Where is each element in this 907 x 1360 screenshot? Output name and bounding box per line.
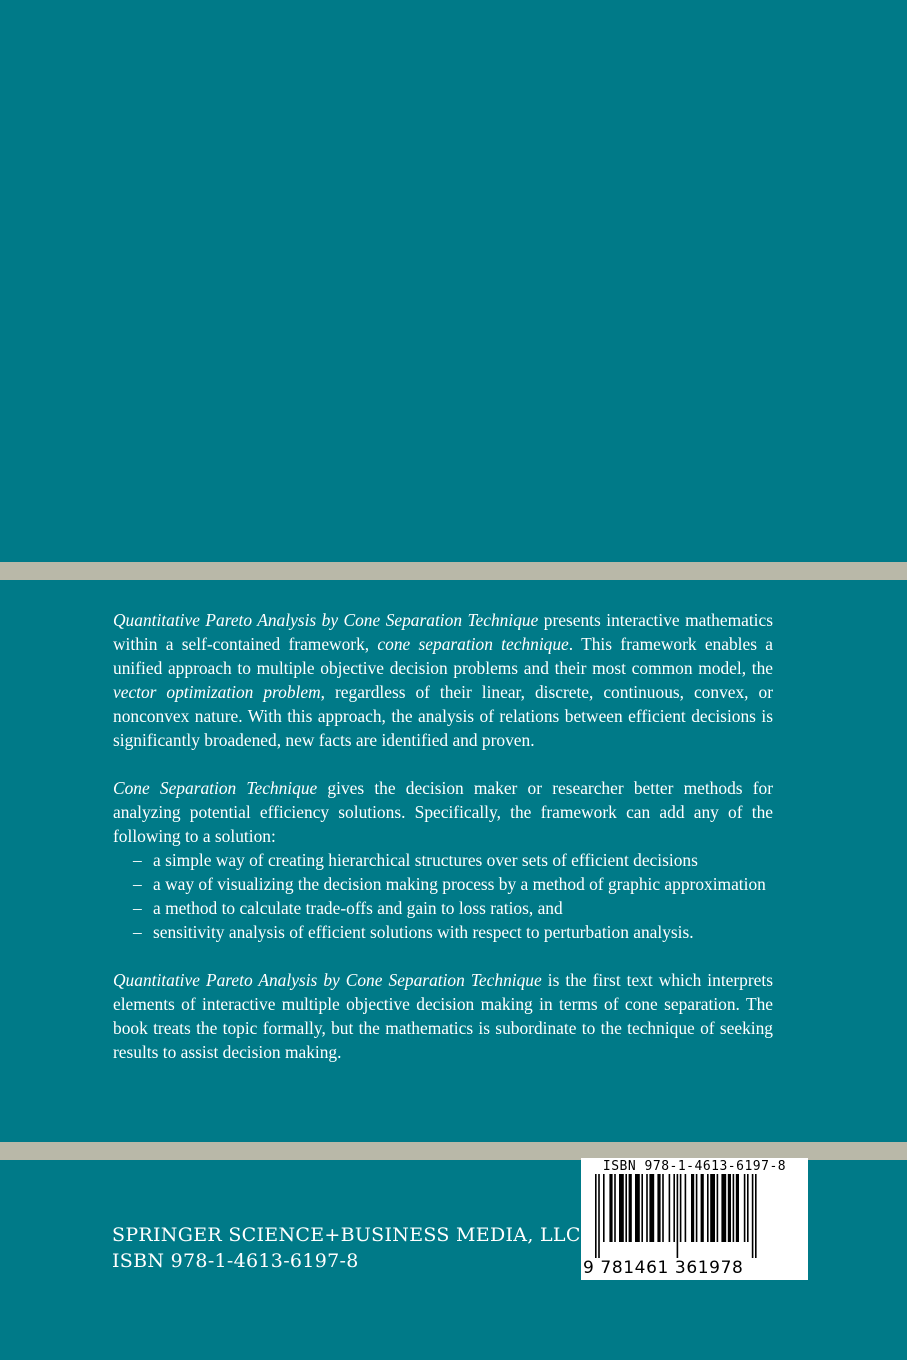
barcode-bar	[629, 1174, 632, 1242]
top-divider-band	[0, 562, 907, 580]
barcode-bar	[641, 1174, 643, 1242]
barcode-bar	[657, 1174, 660, 1242]
barcode-bar	[680, 1174, 682, 1242]
list-item: – sensitivity analysis of efficient solutions with respect to perturbation analysis.	[133, 920, 773, 944]
blurb-paragraph-2: Cone Separation Technique gives the decision maker or researcher better methods for analyzing potential efficiency solutions. Specifically, the framework can add any of the following to a solution:	[113, 778, 773, 846]
barcode-bar	[752, 1174, 754, 1258]
blurb-paragraph-1: Quantitative Pareto Analysis by Cone Separation Technique presents interactive mathematics within a self-contained framework, cone separation technique. This framework enables a unified approach to multiple objective decision problems and their most common model, the vector optimization problem, regardless of their linear, discrete, continuous, convex, or nonconvex nature. With this approach, the analysis of relations between efficient decisions is significantly broadened, new facts are identified and proven.	[113, 610, 773, 750]
barcode-bar	[673, 1174, 675, 1242]
barcode-bar	[701, 1174, 704, 1242]
barcode-isbn-label: ISBN 978-1-4613-6197-8	[602, 1159, 787, 1174]
barcode-bar	[707, 1174, 709, 1242]
barcode-bar	[710, 1174, 715, 1242]
barcode-bar	[595, 1174, 597, 1258]
barcode-bar	[744, 1174, 746, 1242]
publisher-isbn: ISBN 978-1-4613-6197-8	[112, 1250, 359, 1272]
feature-list	[113, 848, 773, 944]
barcode-bar	[685, 1174, 687, 1242]
barcode-bar	[755, 1174, 757, 1258]
barcode-bar	[646, 1174, 648, 1242]
blurb-paragraph-3: Quantitative Pareto Analysis by Cone Separation Technique is the first text which interprets elements of interactive multiple objective decision making in terms of cone separation. The book treats the topic formally, but the mathematics is subordinate to the technique of seeking results to assist decision making.	[113, 970, 773, 1062]
barcode-bar	[728, 1174, 731, 1242]
book-title-italic: Quantitative Pareto Analysis by Cone Separation Technique	[113, 610, 539, 630]
barcode-bar	[609, 1174, 612, 1242]
barcode-digits: 9 781461 361978	[583, 1258, 744, 1278]
list-item: – a way of visualizing the decision making process by a method of graphic approximation	[133, 872, 773, 896]
barcode-bar	[721, 1174, 726, 1242]
barcode-bar	[669, 1174, 671, 1242]
barcode-bar	[662, 1174, 664, 1242]
list-item: – a method to calculate trade-offs and gain to loss ratios, and	[133, 896, 773, 920]
barcode-bar	[635, 1174, 640, 1242]
barcode-bar	[603, 1174, 605, 1242]
barcode-bar	[619, 1174, 624, 1242]
barcode-bar	[747, 1174, 749, 1242]
barcode-bar	[649, 1174, 654, 1242]
barcode-image	[595, 1174, 794, 1258]
barcode-bar	[696, 1174, 698, 1242]
barcode-box	[581, 1158, 808, 1280]
barcode-bar	[736, 1174, 739, 1242]
barcode-bar	[733, 1174, 735, 1242]
publisher-name: SPRINGER SCIENCE+BUSINESS MEDIA, LLC	[112, 1224, 581, 1246]
back-cover-blurb	[113, 608, 773, 1064]
list-item: – a simple way of creating hierarchical structures over sets of efficient decisions	[133, 848, 773, 872]
barcode-bar	[677, 1174, 679, 1258]
barcode-bar	[625, 1174, 627, 1242]
publisher-block	[112, 1222, 581, 1274]
barcode-bar	[717, 1174, 719, 1242]
barcode-bar	[614, 1174, 616, 1242]
barcode-bar	[598, 1174, 600, 1258]
barcode-bar	[691, 1174, 694, 1242]
